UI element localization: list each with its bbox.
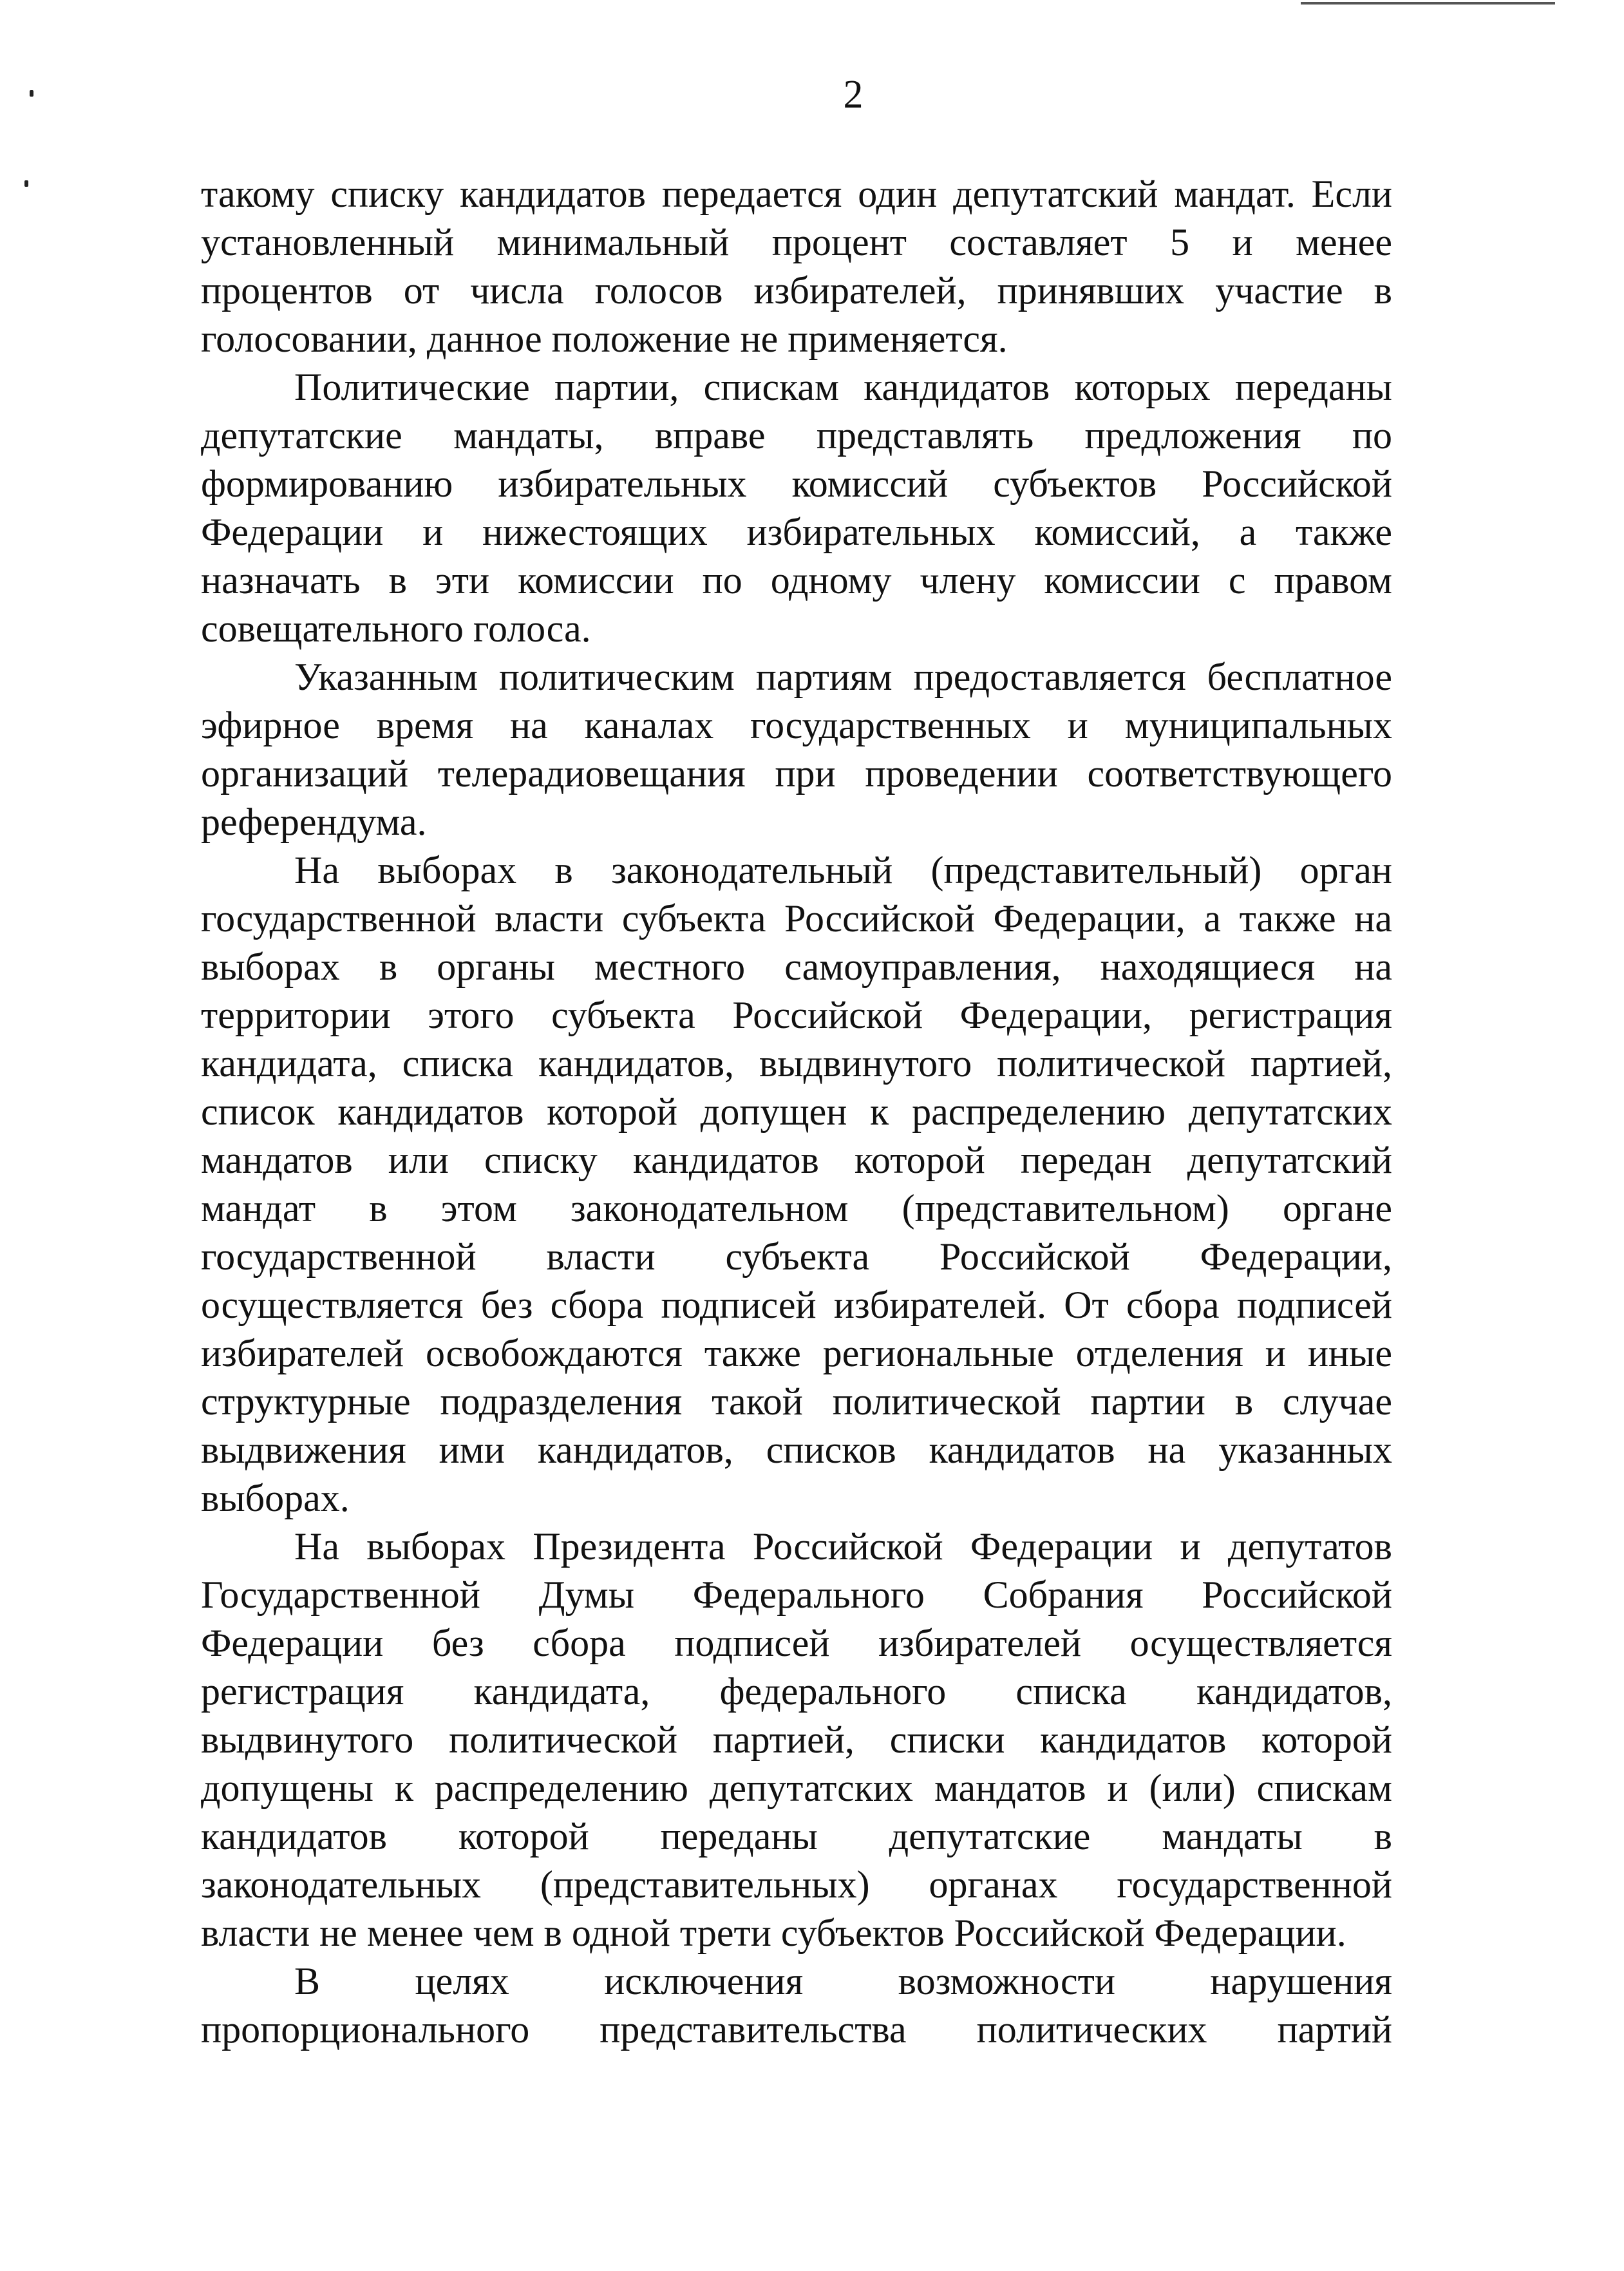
paragraph-line: На выборах Президента Российской Федерации и депутатов (294, 1525, 1392, 1568)
scan-speck (24, 180, 28, 187)
paragraph-line: список кандидатов которой допущен к распределению депутатских (201, 1090, 1392, 1133)
paragraph-line: Государственной Думы Федерального Собрания Российской (201, 1573, 1392, 1616)
scan-top-rule (1301, 2, 1555, 5)
paragraph-line: государственной власти субъекта Российской Федерации, а также на (201, 897, 1392, 940)
paragraph-line: Указанным политическим партиям предоставляется бесплатное (294, 656, 1392, 698)
paragraph-line: выборах. (201, 1477, 350, 1519)
paragraph-line: законодательных (представительных) органах государственной (201, 1863, 1392, 1906)
paragraph-line: депутатские мандаты, вправе представлять предложения по (201, 414, 1392, 457)
scan-speck (30, 90, 33, 97)
paragraph-line: Политические партии, спискам кандидатов которых переданы (294, 366, 1392, 408)
paragraph-line: мандат в этом законодательном (представительном) органе (201, 1187, 1392, 1230)
paragraph-line: кандидатов которой переданы депутатские мандаты в (201, 1815, 1392, 1858)
paragraph-line: выборах в органы местного самоуправления, находящиеся на (201, 945, 1392, 988)
paragraph-line: такому списку кандидатов передается один депутатский мандат. Если (201, 173, 1392, 215)
paragraph-line: организаций телерадиовещания при проведении соответствующего (201, 752, 1392, 795)
paragraph-line: территории этого субъекта Российской Федерации, регистрация (201, 994, 1392, 1036)
paragraph-line: выдвижения ими кандидатов, списков кандидатов на указанных (201, 1429, 1392, 1471)
paragraph-line: Федерации без сбора подписей избирателей осуществляется (201, 1622, 1392, 1664)
paragraph-line: государственной власти субъекта Российской Федерации, (201, 1235, 1392, 1278)
paragraph-line: процентов от числа голосов избирателей, принявших участие в (201, 269, 1392, 312)
paragraph-line: назначать в эти комиссии по одному члену комиссии с правом (201, 559, 1392, 602)
paragraph-line: избирателей освобождаются также региональные отделения и иные (201, 1332, 1392, 1374)
paragraph-line: допущены к распределению депутатских мандатов и (или) спискам (201, 1767, 1392, 1809)
page-number: 2 (843, 73, 864, 117)
paragraph-line: референдума. (201, 801, 427, 843)
paragraph-line: В целях исключения возможности нарушения (294, 1960, 1392, 2002)
paragraph-line: выдвинутого политической партией, списки кандидатов которой (201, 1718, 1392, 1761)
paragraph-line: установленный минимальный процент составляет 5 и менее (201, 221, 1392, 263)
paragraph-line: мандатов или списку кандидатов которой передан депутатский (201, 1139, 1392, 1181)
document-body (201, 170, 1392, 2054)
paragraph-line: кандидата, списка кандидатов, выдвинутого политической партией, (201, 1042, 1392, 1085)
paragraph-line: На выборах в законодательный (представительный) орган (294, 849, 1392, 891)
paragraph-line: регистрация кандидата, федерального списка кандидатов, (201, 1670, 1392, 1713)
paragraph-line: формированию избирательных комиссий субъектов Российской (201, 462, 1392, 505)
paragraph-line: пропорционального представительства политических партий (201, 2008, 1392, 2051)
paragraph-line: голосовании, данное положение не применяется. (201, 318, 1008, 360)
paragraph-line: Федерации и нижестоящих избирательных комиссий, а также (201, 511, 1392, 553)
paragraph-line: совещательного голоса. (201, 607, 591, 650)
paragraph-line: власти не менее чем в одной трети субъектов Российской Федерации. (201, 1912, 1346, 1954)
paragraph-line: эфирное время на каналах государственных и муниципальных (201, 704, 1392, 746)
paragraph-line: осуществляется без сбора подписей избирателей. От сбора подписей (201, 1284, 1392, 1326)
paragraph-line: структурные подразделения такой политической партии в случае (201, 1380, 1392, 1423)
